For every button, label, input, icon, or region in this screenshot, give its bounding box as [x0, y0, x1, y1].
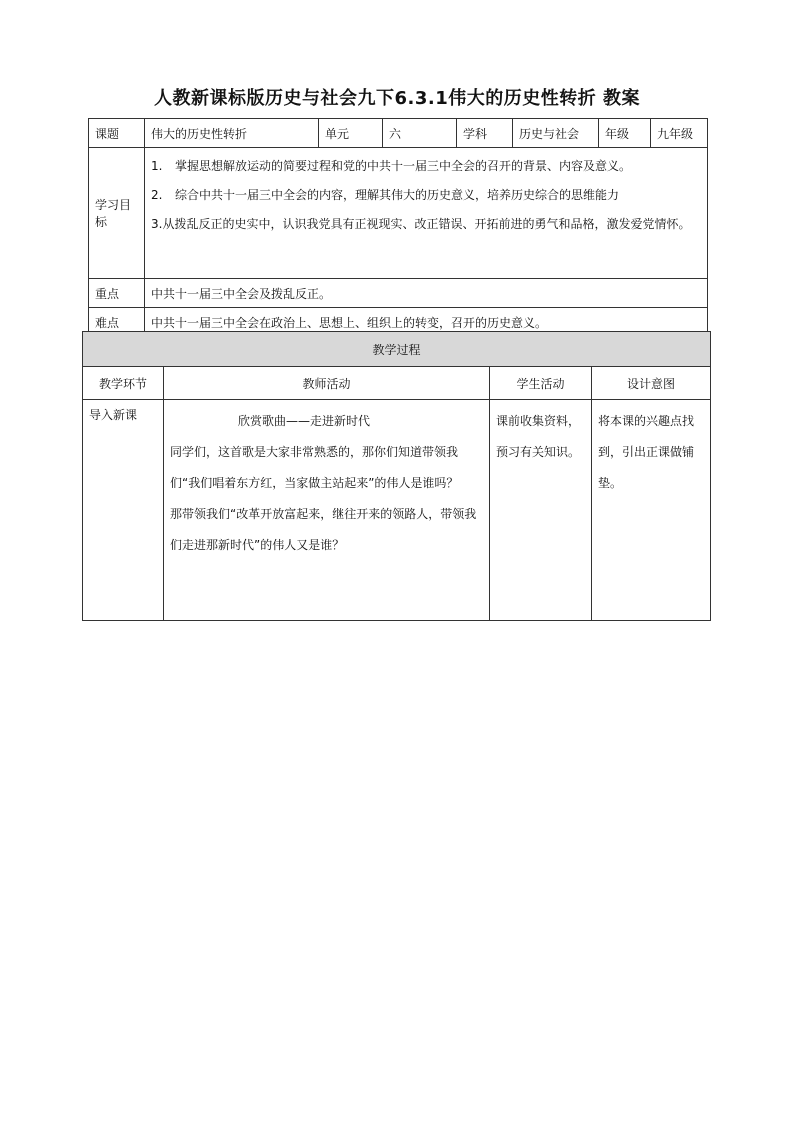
- teacher-paragraph: 那带领我们“改革开放富起来，继往开来的领路人，带领我们走进那新时代”的伟人又是谁？: [170, 507, 477, 552]
- topic-label: 课题: [89, 119, 145, 148]
- teaching-process-table: [82, 331, 711, 621]
- goals-label: 学习目标: [89, 148, 145, 279]
- subject-value: 历史与社会: [513, 119, 599, 148]
- topic-row: [89, 119, 708, 148]
- goal-item: 2. 综合中共十一届三中全会的内容，理解其伟大的历史意义，培养历史综合的思维能力: [151, 188, 620, 202]
- process-row: [83, 400, 711, 621]
- col-teacher: 教师活动: [164, 367, 490, 400]
- key-point-row: [89, 279, 708, 308]
- unit-value: 六: [383, 119, 457, 148]
- difficulty-label: 难点: [89, 308, 145, 337]
- teacher-heading: 欣赏歌曲——走进新时代: [238, 414, 371, 428]
- subject-label: 学科: [457, 119, 513, 148]
- lesson-info-table: [88, 118, 708, 337]
- student-activity-cell: 课前收集资料，预习有关知识。: [490, 400, 592, 621]
- teacher-paragraph: 同学们，这首歌是大家非常熟悉的，那你们知道带领我们“我们唱着东方红，当家做主站起来”的伟人是谁吗？: [170, 445, 459, 490]
- page-title: 人教新课标版历史与社会九下6.3.1伟大的历史性转折 教案: [153, 88, 640, 109]
- process-column-row: [83, 367, 711, 400]
- stage-cell: 导入新课: [83, 400, 164, 621]
- key-point-value: 中共十一届三中全会及拨乱反正。: [145, 279, 708, 308]
- process-header: 教学过程: [83, 332, 711, 367]
- col-student: 学生活动: [490, 367, 592, 400]
- topic-value: 伟大的历史性转折: [145, 119, 319, 148]
- process-header-row: [83, 332, 711, 367]
- teacher-activity-cell: [164, 400, 490, 621]
- difficulty-value: 中共十一届三中全会在政治上、思想上、组织上的转变，召开的历史意义。: [145, 308, 708, 337]
- goal-item: 3.从拨乱反正的史实中，认识我党具有正视现实、改正错误、开拓前进的勇气和品格，激发爱党情怀。: [151, 217, 691, 231]
- key-point-label: 重点: [89, 279, 145, 308]
- goals-cell: [145, 148, 708, 279]
- col-design: 设计意图: [592, 367, 711, 400]
- unit-label: 单元: [319, 119, 383, 148]
- col-stage: 教学环节: [83, 367, 164, 400]
- design-intent-cell: 将本课的兴趣点找到，引出正课做铺垫。: [592, 400, 711, 621]
- goals-row: [89, 148, 708, 279]
- grade-value: 九年级: [651, 119, 708, 148]
- goal-item: 1. 掌握思想解放运动的简要过程和党的中共十一届三中全会的召开的背景、内容及意义。: [151, 159, 632, 173]
- grade-label: 年级: [599, 119, 651, 148]
